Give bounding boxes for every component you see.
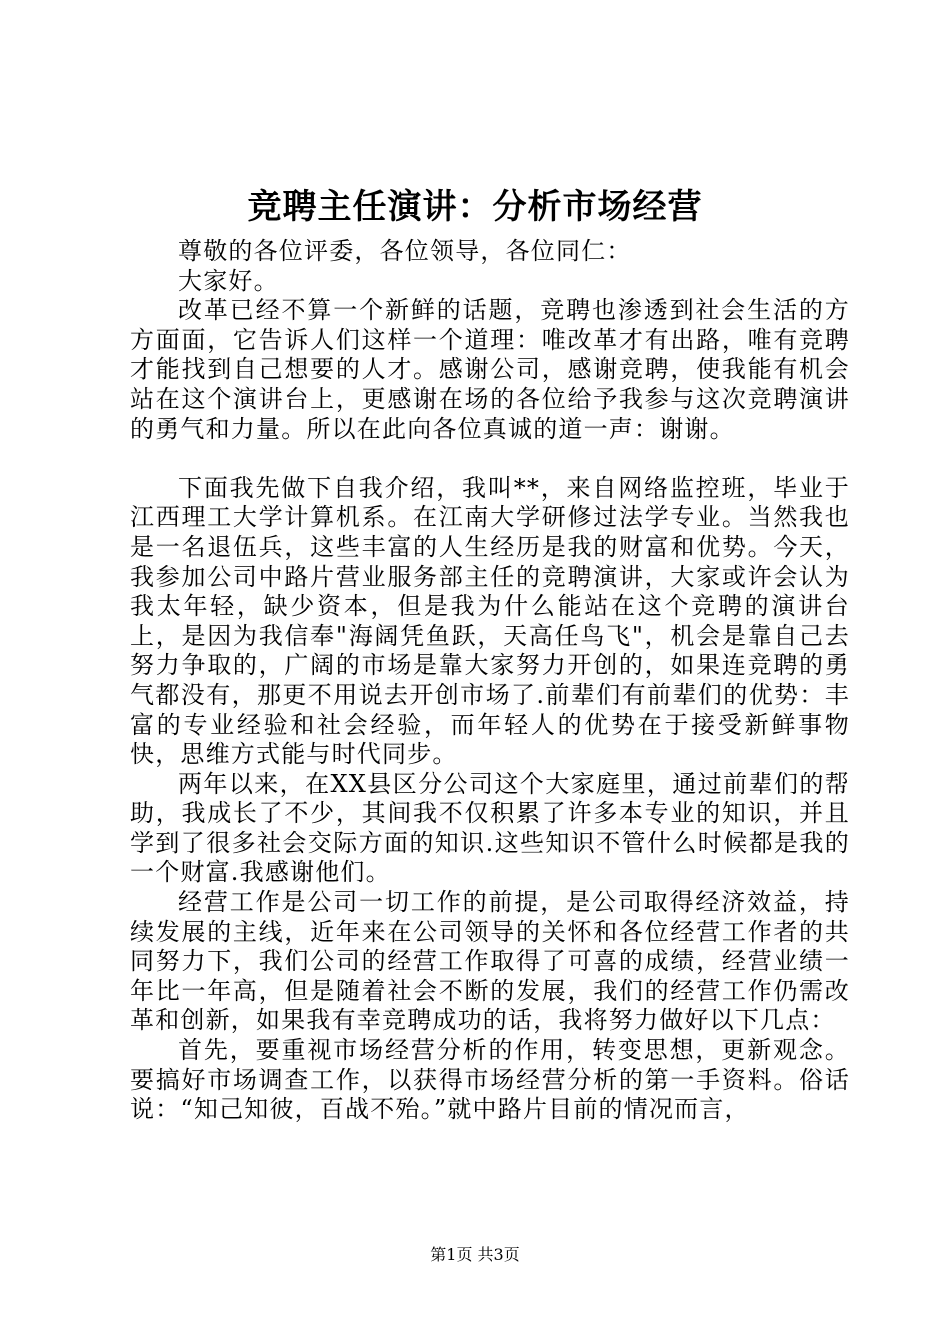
paragraph-self-introduction: 下面我先做下自我介绍，我叫**，来自网络监控班，毕业于江西理工大学计算机系。在江南大学研修过法学专业。当然我也是一名退伍兵，这些丰富的人生经历是我的财富和优势。今天，我参加公司中路片营业服务部主任的竞聘演讲，大家或许会认为我太年轻，缺少资本，但是我为什么能站在这个竞聘的演讲台上，是因为我信奉"海阔凭鱼跃，天高任鸟飞"，机会是靠自己去努力争取的，广阔的市场是靠大家努力开创的，如果连竞聘的勇气都没有，那更不用说去开创市场了.前辈们有前辈们的优势：丰富的专业经验和社会经验，而年轻人的优势在于接受新鲜事物快，思维方式能与时代同步。	[130, 473, 850, 769]
salutation: 尊敬的各位评委，各位领导，各位同仁：	[178, 237, 632, 265]
paragraph-first-point: 首先，要重视市场经营分析的作用，转变思想，更新观念。要搞好市场调查工作，以获得市场经营分析的第一手资料。俗话说：“知己知彼，百战不殆。”就中路片目前的情况而言，	[130, 1036, 850, 1124]
paragraph-spacer	[130, 444, 850, 474]
document-title: 竞聘主任演讲：分析市场经营	[247, 187, 703, 227]
paragraph-experience: 两年以来，在XX县区分公司这个大家庭里，通过前辈们的帮助，我成长了不少，其间我不仅积累了许多本专业的知识，并且学到了很多社会交际方面的知识.这些知识不管什么时候都是我的一个财富.我感谢他们。	[130, 769, 850, 887]
greeting: 大家好。	[178, 266, 279, 295]
paragraph-business: 经营工作是公司一切工作的前提，是公司取得经济效益，持续发展的主线，近年来在公司领导的关怀和各位经营工作者的共同努力下，我们公司的经营工作取得了可喜的成绩，经营业绩一年比一年高，但是随着社会不断的发展，我们的经营工作仍需改革和创新，如果我有幸竞聘成功的话，我将努力做好以下几点：	[130, 888, 850, 1035]
paragraph-intro: 改革已经不算一个新鲜的话题，竞聘也渗透到社会生活的方方面面，它告诉人们这样一个道理：唯改革才有出路，唯有竞聘才能找到自己想要的人才。感谢公司，感谢竞聘，使我能有机会站在这个演讲台上，更感谢在场的各位给予我参与这次竞聘演讲的勇气和力量。所以在此向各位真诚的道一声：谢谢。	[130, 296, 850, 443]
document-body	[130, 237, 850, 1125]
page-footer: 第1页 共3页	[430, 1245, 520, 1264]
